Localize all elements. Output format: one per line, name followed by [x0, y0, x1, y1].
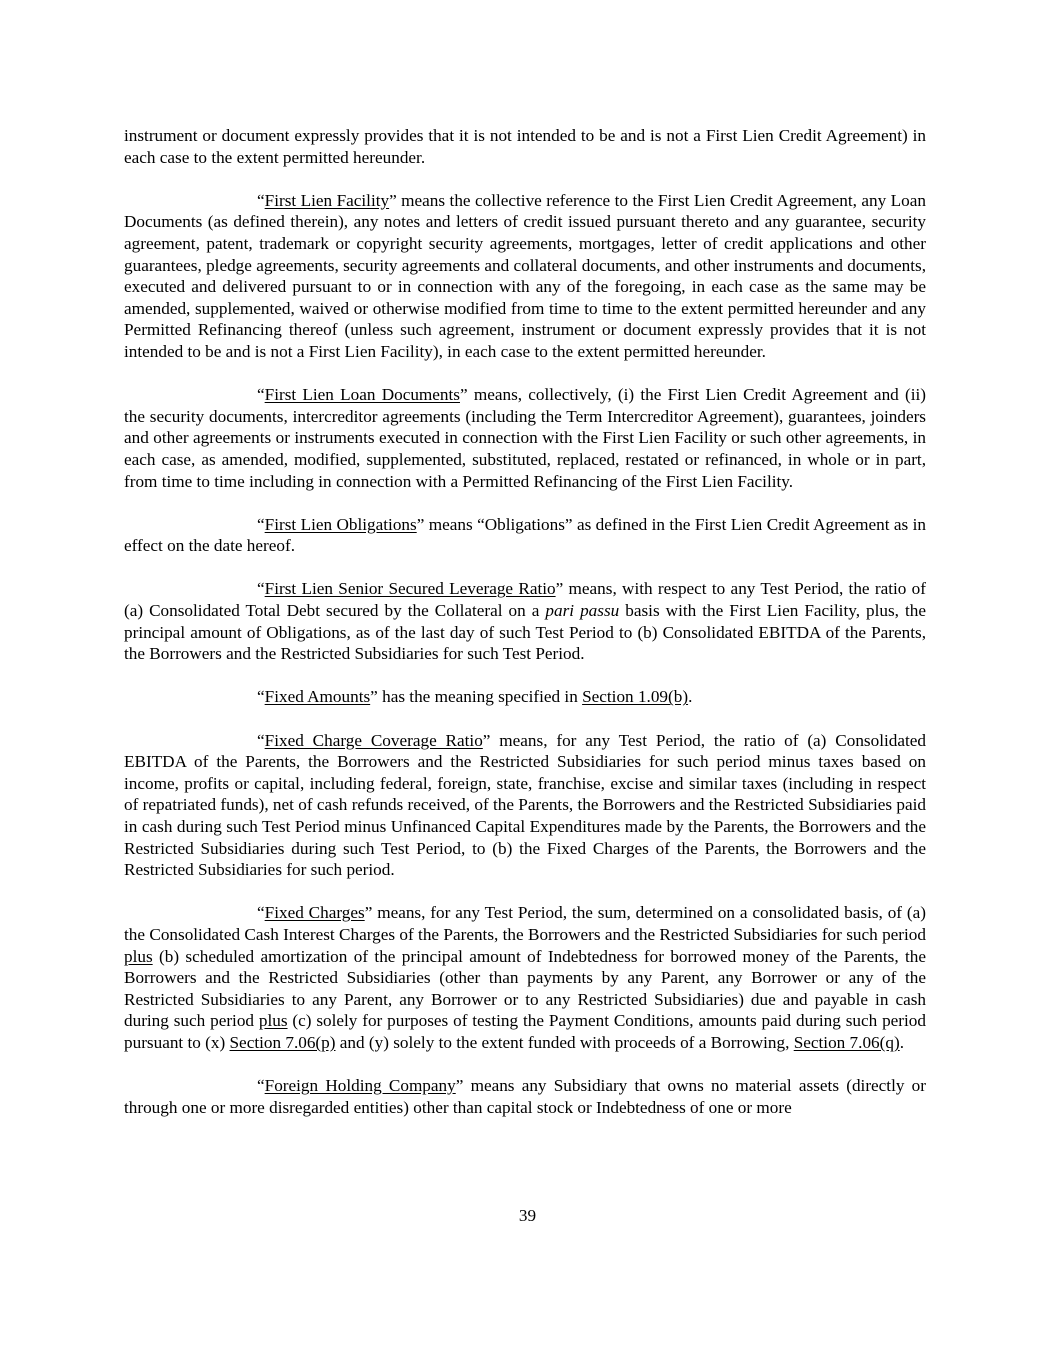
definition-fixed-charges: “Fixed Charges” means, for any Test Period, the sum, determined on a consolidated basis, of (a) the Consolidated Cash Interest Charges of the Parents, the Borrowers and the Restricted Subsidiaries for such period plus (b) scheduled amortization of the principal amount of Indebtedness for borrowed money of the Parents, the Borrowers and the Restricted Subsidiaries (other than payments by any Parent, any Borrower or any of the Restricted Subsidiaries to any Parent, any Borrower or to any Restricted Subsidiaries) due and payable in cash during such period plus (c) solely for purposes of testing the Payment Conditions, amounts paid during such period pursuant to (x) Section 7.06(p) and (y) solely to the extent funded with proceeds of a Borrowing, Section 7.06(q).	[124, 903, 926, 1052]
definition-first-lien-loan-documents: “First Lien Loan Documents” means, collectively, (i) the First Lien Credit Agreement and (ii) the security documents, intercreditor agreements (including the Term Intercreditor Agreement), guarantees, joinders and other agreements or instruments executed in connection with the First Lien Facility or such other agreements, in each case, as amended, modified, supplemented, substituted, replaced, restated or refinanced, in whole or in part, from time to time including in connection with a Permitted Refinancing of the First Lien Facility.	[124, 385, 926, 491]
definition-body: (c) solely for purposes of testing the Payment Conditions, amounts paid during such period pursuant to (x)	[124, 1011, 926, 1052]
defined-term: First Lien Obligations	[264, 514, 417, 534]
definition-body: (b) scheduled amortization of the principal amount of Indebtedness for borrowed money of the Parents, the Borrowers and the Restricted Subsidiaries (other than payments by any Parent, any Borrower or any of the Restricted Subsidiaries to any Parent, any Borrower or to any Restricted Subsidiaries) due and payable in cash during such period	[124, 946, 926, 1031]
defined-term: Fixed Charge Coverage Ratio	[264, 730, 483, 750]
definition-body: basis with the First Lien Facility, plus, the principal amount of Obligations, as of the last day of such Test Period to (b) Consolidated EBITDA of the Parents, the Borrowers and the Restricted Subsidiaries for such Test Period.	[124, 601, 926, 664]
definition-body: ” means, collectively, (i) the First Lien Credit Agreement and (ii) the security documents, intercreditor agreements (including the Term Intercreditor Agreement), guarantees, joinders and other agreements or instruments executed in connection with the First Lien Facility or such other agreements, in each case, as amended, modified, supplemented, substituted, replaced, restated or refinanced, in whole or in part, from time to time including in connection with a Permitted Refinancing of the First Lien Facility.	[124, 385, 926, 491]
paragraph-continuation: instrument or document expressly provides that it is not intended to be and is not a First Lien Credit Agreement) in each case to the extent permitted hereunder.	[124, 126, 926, 167]
defined-term: First Lien Senior Secured Leverage Ratio	[264, 579, 556, 599]
plus-term: plus	[258, 1011, 288, 1031]
definition-body: ” means the collective reference to the First Lien Credit Agreement, any Loan Documents (as defined therein), any notes and letters of credit issued pursuant thereto and any guarantee, security agreement, patent, trademark or copyright security agreements, mortgages, letter of credit applications and other guarantees, pledge agreements, security agreements and collateral documents, and other instruments and documents, executed and delivered pursuant to or in connection with any of the foregoing, in each case as the same may be amended, supplemented, waived or otherwise modified from time to time to the extent permitted hereunder and any Permitted Refinancing thereof (unless such agreement, instrument or document expressly provides that it is not intended to be and is not a First Lien Facility), in each case to the extent permitted hereunder.	[124, 190, 926, 361]
page-number: 39	[518, 1206, 537, 1225]
definition-body: ” has the meaning specified in	[370, 687, 583, 707]
definition-body: .	[899, 1032, 904, 1052]
definition-first-lien-obligations: “First Lien Obligations” means “Obligations” as defined in the First Lien Credit Agreement as in effect on the date hereof.	[124, 514, 926, 556]
section-reference: Section 7.06(q)	[793, 1032, 900, 1052]
definition-fixed-amounts: “Fixed Amounts” has the meaning specified in Section 1.09(b).	[257, 687, 693, 707]
definition-first-lien-facility: “First Lien Facility” means the collective reference to the First Lien Credit Agreement, any Loan Documents (as defined therein), any notes and letters of credit issued pursuant thereto and any guarantee, security agreement, patent, trademark or copyright security agreements, mortgages, letter of credit applications and other guarantees, pledge agreements, security agreements and collateral documents, and other instruments and documents, executed and delivered pursuant to or in connection with any of the foregoing, in each case as the same may be amended, supplemented, waived or otherwise modified from time to time to the extent permitted hereunder and any Permitted Refinancing thereof (unless such agreement, instrument or document expressly provides that it is not intended to be and is not a First Lien Facility), in each case to the extent permitted hereunder.	[124, 190, 926, 361]
definition-body: and (y) solely to the extent funded with proceeds of a Borrowing,	[335, 1032, 794, 1052]
defined-term: Fixed Amounts	[264, 687, 371, 707]
defined-term: First Lien Loan Documents	[264, 385, 460, 405]
section-reference: Section 1.09(b)	[582, 687, 689, 707]
definition-first-lien-senior-secured-leverage-ratio: “First Lien Senior Secured Leverage Ratio” means, with respect to any Test Period, the ratio of (a) Consolidated Total Debt secured by the Collateral on a pari passu basis with the First Lien Facility, plus, the principal amount of Obligations, as of the last day of such Test Period to (b) Consolidated EBITDA of the Parents, the Borrowers and the Restricted Subsidiaries for such Test Period.	[124, 579, 926, 664]
definition-body: ” means, with respect to any Test Period, the ratio of (a) Consolidated Total Debt secured by the Collateral on a	[124, 579, 926, 621]
plus-term: plus	[124, 946, 153, 966]
definition-foreign-holding-company: “Foreign Holding Company” means any Subsidiary that owns no material assets (directly or through one or more disregarded entities) other than capital stock or Indebtedness of one or more	[124, 1076, 926, 1117]
document-page	[124, 125, 926, 1118]
definition-body: .	[688, 687, 693, 707]
definition-body: ” means, for any Test Period, the sum, determined on a consolidated basis, of (a) the Consolidated Cash Interest Charges of the Parents, the Borrowers and the Restricted Subsidiaries for such period	[124, 903, 926, 944]
definition-body: ” means any Subsidiary that owns no material assets (directly or through one or more disregarded entities) other than capital stock or Indebtedness of one or more	[124, 1076, 926, 1117]
defined-term: Foreign Holding Company	[264, 1076, 456, 1096]
italic-phrase: pari passu	[545, 601, 620, 621]
definition-fixed-charge-coverage-ratio: “Fixed Charge Coverage Ratio” means, for any Test Period, the ratio of (a) Consolidated EBITDA of the Parents, the Borrowers and the Restricted Subsidiaries for such period minus taxes based on income, profits or capital, including federal, foreign, state, franchise, excise and similar taxes (including in respect of repatriated funds), net of cash refunds received, of the Parents, the Borrowers and the Restricted Subsidiaries paid in cash during such Test Period minus Unfinanced Capital Expenditures made by the Parents, the Borrowers and the Restricted Subsidiaries during such Test Period, to (b) the Fixed Charges of the Parents, the Borrowers and the Restricted Subsidiaries for such period.	[124, 730, 926, 880]
defined-term: Fixed Charges	[264, 903, 365, 923]
defined-term: First Lien Facility	[264, 190, 390, 210]
definition-body: ” means, for any Test Period, the ratio of (a) Consolidated EBITDA of the Parents, the Borrowers and the Restricted Subsidiaries for such period minus taxes based on income, profits or capital, including federal, foreign, state, franchise, excise and similar taxes (including in respect of repatriated funds), net of cash refunds received, of the Parents, the Borrowers and the Restricted Subsidiaries paid in cash during such Test Period minus Unfinanced Capital Expenditures made by the Parents, the Borrowers and the Restricted Subsidiaries during such Test Period, to (b) the Fixed Charges of the Parents, the Borrowers and the Restricted Subsidiaries for such period.	[124, 730, 926, 880]
section-reference: Section 7.06(p)	[229, 1032, 336, 1052]
definition-body: ” means “Obligations” as defined in the First Lien Credit Agreement as in effect on the date hereof.	[124, 514, 926, 556]
